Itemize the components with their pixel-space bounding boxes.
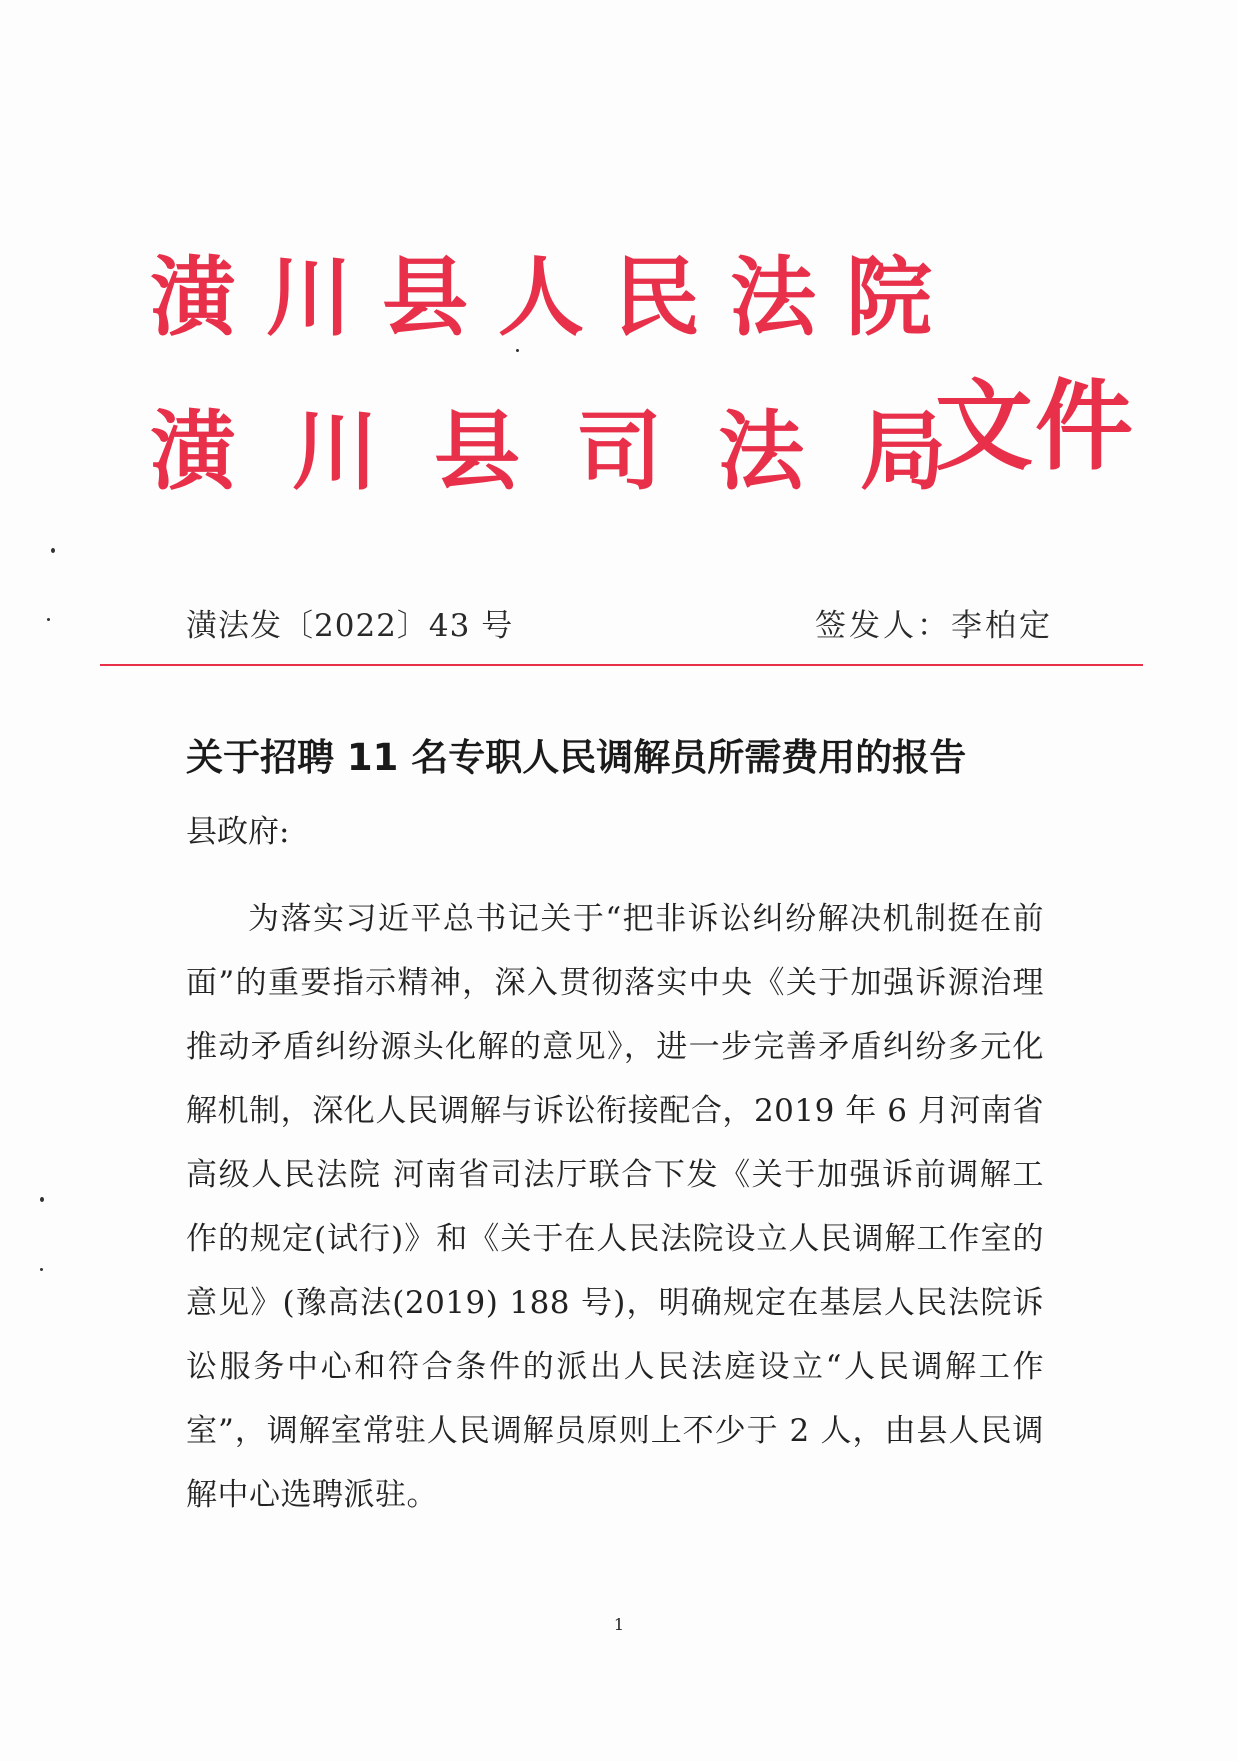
scan-speck bbox=[516, 349, 519, 352]
document-title: 关于招聘 11 名专职人民调解员所需费用的报告 bbox=[186, 736, 967, 779]
salutation: 县政府: bbox=[186, 814, 290, 850]
document-number: 潢法发〔2022〕43 号 bbox=[186, 608, 514, 644]
scan-speck bbox=[40, 1197, 44, 1202]
scan-speck bbox=[40, 1268, 43, 1271]
red-divider-line bbox=[100, 664, 1143, 666]
header-suffix-document: 文件 bbox=[935, 370, 1136, 484]
signer: 签发人：李柏定 bbox=[815, 608, 1053, 644]
body-paragraph: 为落实习近平总书记关于“把非诉讼纠纷解决机制挺在前面”的重要指示精神，深入贯彻落实中央《关于加强诉源治理推动矛盾纠纷源头化解的意见》，进一步完善矛盾纠纷多元化解机制，深化人民调解与诉讼衔接配合，2019 年 6 月河南省高级人民法院 河南省司法厅联合下发《关于加强诉前调解工作的规定(试行)》和《关于在人民法院设立人民调解工作室的意见》(豫高法(2019) 188 号)，明确规定在基层人民法院诉讼服务中心和符合条件的派出人民法庭设立“人民调解工作室”，调解室常驻人民调解员原则上不少于 2 人，由县人民调解中心选聘派驻。 bbox=[186, 901, 1044, 1513]
scan-speck bbox=[51, 548, 55, 553]
scan-speck bbox=[47, 618, 50, 621]
header-line-court: 潢川县人民法院 bbox=[150, 248, 962, 348]
header-line-justice-bureau: 潢川县司法局 bbox=[150, 402, 1002, 502]
page-number: 1 bbox=[613, 1615, 625, 1634]
